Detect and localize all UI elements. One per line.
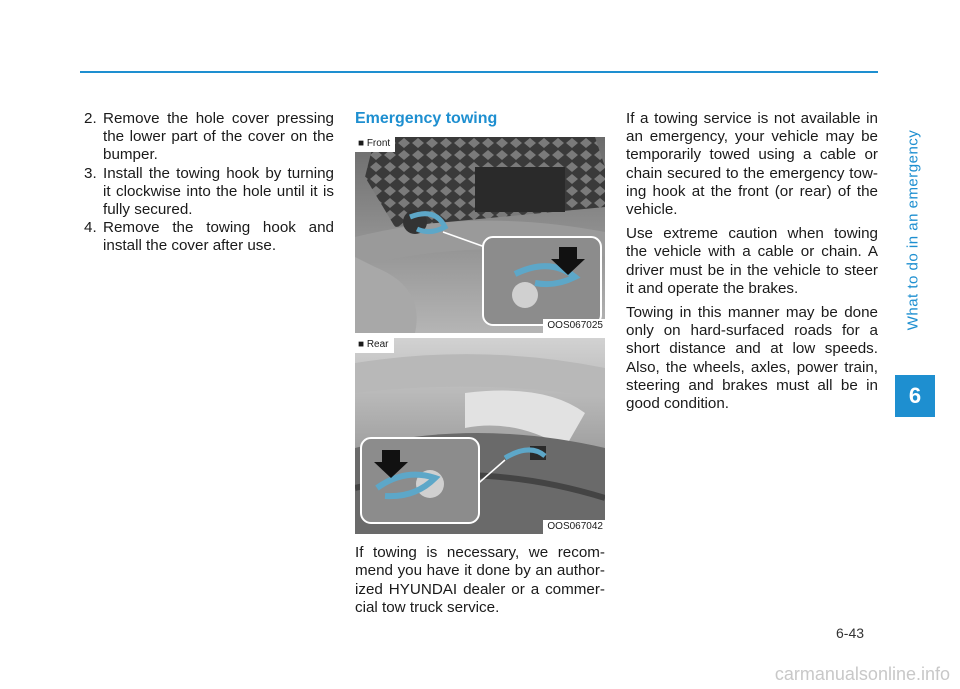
figure-code: OOS067025 xyxy=(543,319,605,333)
watermark: carmanualsonline.info xyxy=(774,664,950,684)
rear-towing-figure xyxy=(355,338,605,534)
figure-label: ■ Rear xyxy=(355,338,394,353)
step-item: 4. Remove the towing hook and install the cover after use. xyxy=(84,219,334,255)
figure-code: OOS067042 xyxy=(543,520,605,534)
chapter-number-badge: 6 xyxy=(895,375,935,417)
page-number: 6-43 xyxy=(836,625,865,641)
front-towing-figure xyxy=(355,137,605,333)
figure-label: ■ Front xyxy=(355,137,395,152)
section-heading: Emergency towing xyxy=(355,110,498,127)
step-item: 3. Install the towing hook by turning it clockwise into the hole until it is fully secured. xyxy=(84,164,334,219)
instructions-column xyxy=(84,110,334,256)
towing-notes-column xyxy=(626,110,878,419)
towing-recommendation: If towing is necessary, we recom-mend you have it done by an author-ized HYUNDAI dealer or a commer-cial tow truck service. xyxy=(355,544,605,616)
paragraph: If a towing service is not available in an emergency, your vehicle may be temporarily towed using a cable or chain secured to the emergency tow-ing hook at the front (or rear) of the vehicle. xyxy=(626,110,878,219)
rear-bumper-illustration xyxy=(355,338,605,534)
header-rule xyxy=(80,71,878,73)
section-tab-label: What to do in an emergency xyxy=(904,129,922,331)
step-item: 2. Remove the hole cover pressing the lower part of the cover on the bumper. xyxy=(84,110,334,164)
front-bumper-illustration xyxy=(355,137,605,333)
paragraph: Towing in this manner may be done only on hard-surfaced roads for a short distance and at low speeds. Also, the wheels, axles, power train, steering and brakes must all be in good condition. xyxy=(626,304,878,413)
towing-column xyxy=(355,110,605,623)
paragraph: Use extreme caution when towing the vehicle with a cable or chain. A driver must be in the vehicle to steer it and operate the brakes. xyxy=(626,225,878,297)
